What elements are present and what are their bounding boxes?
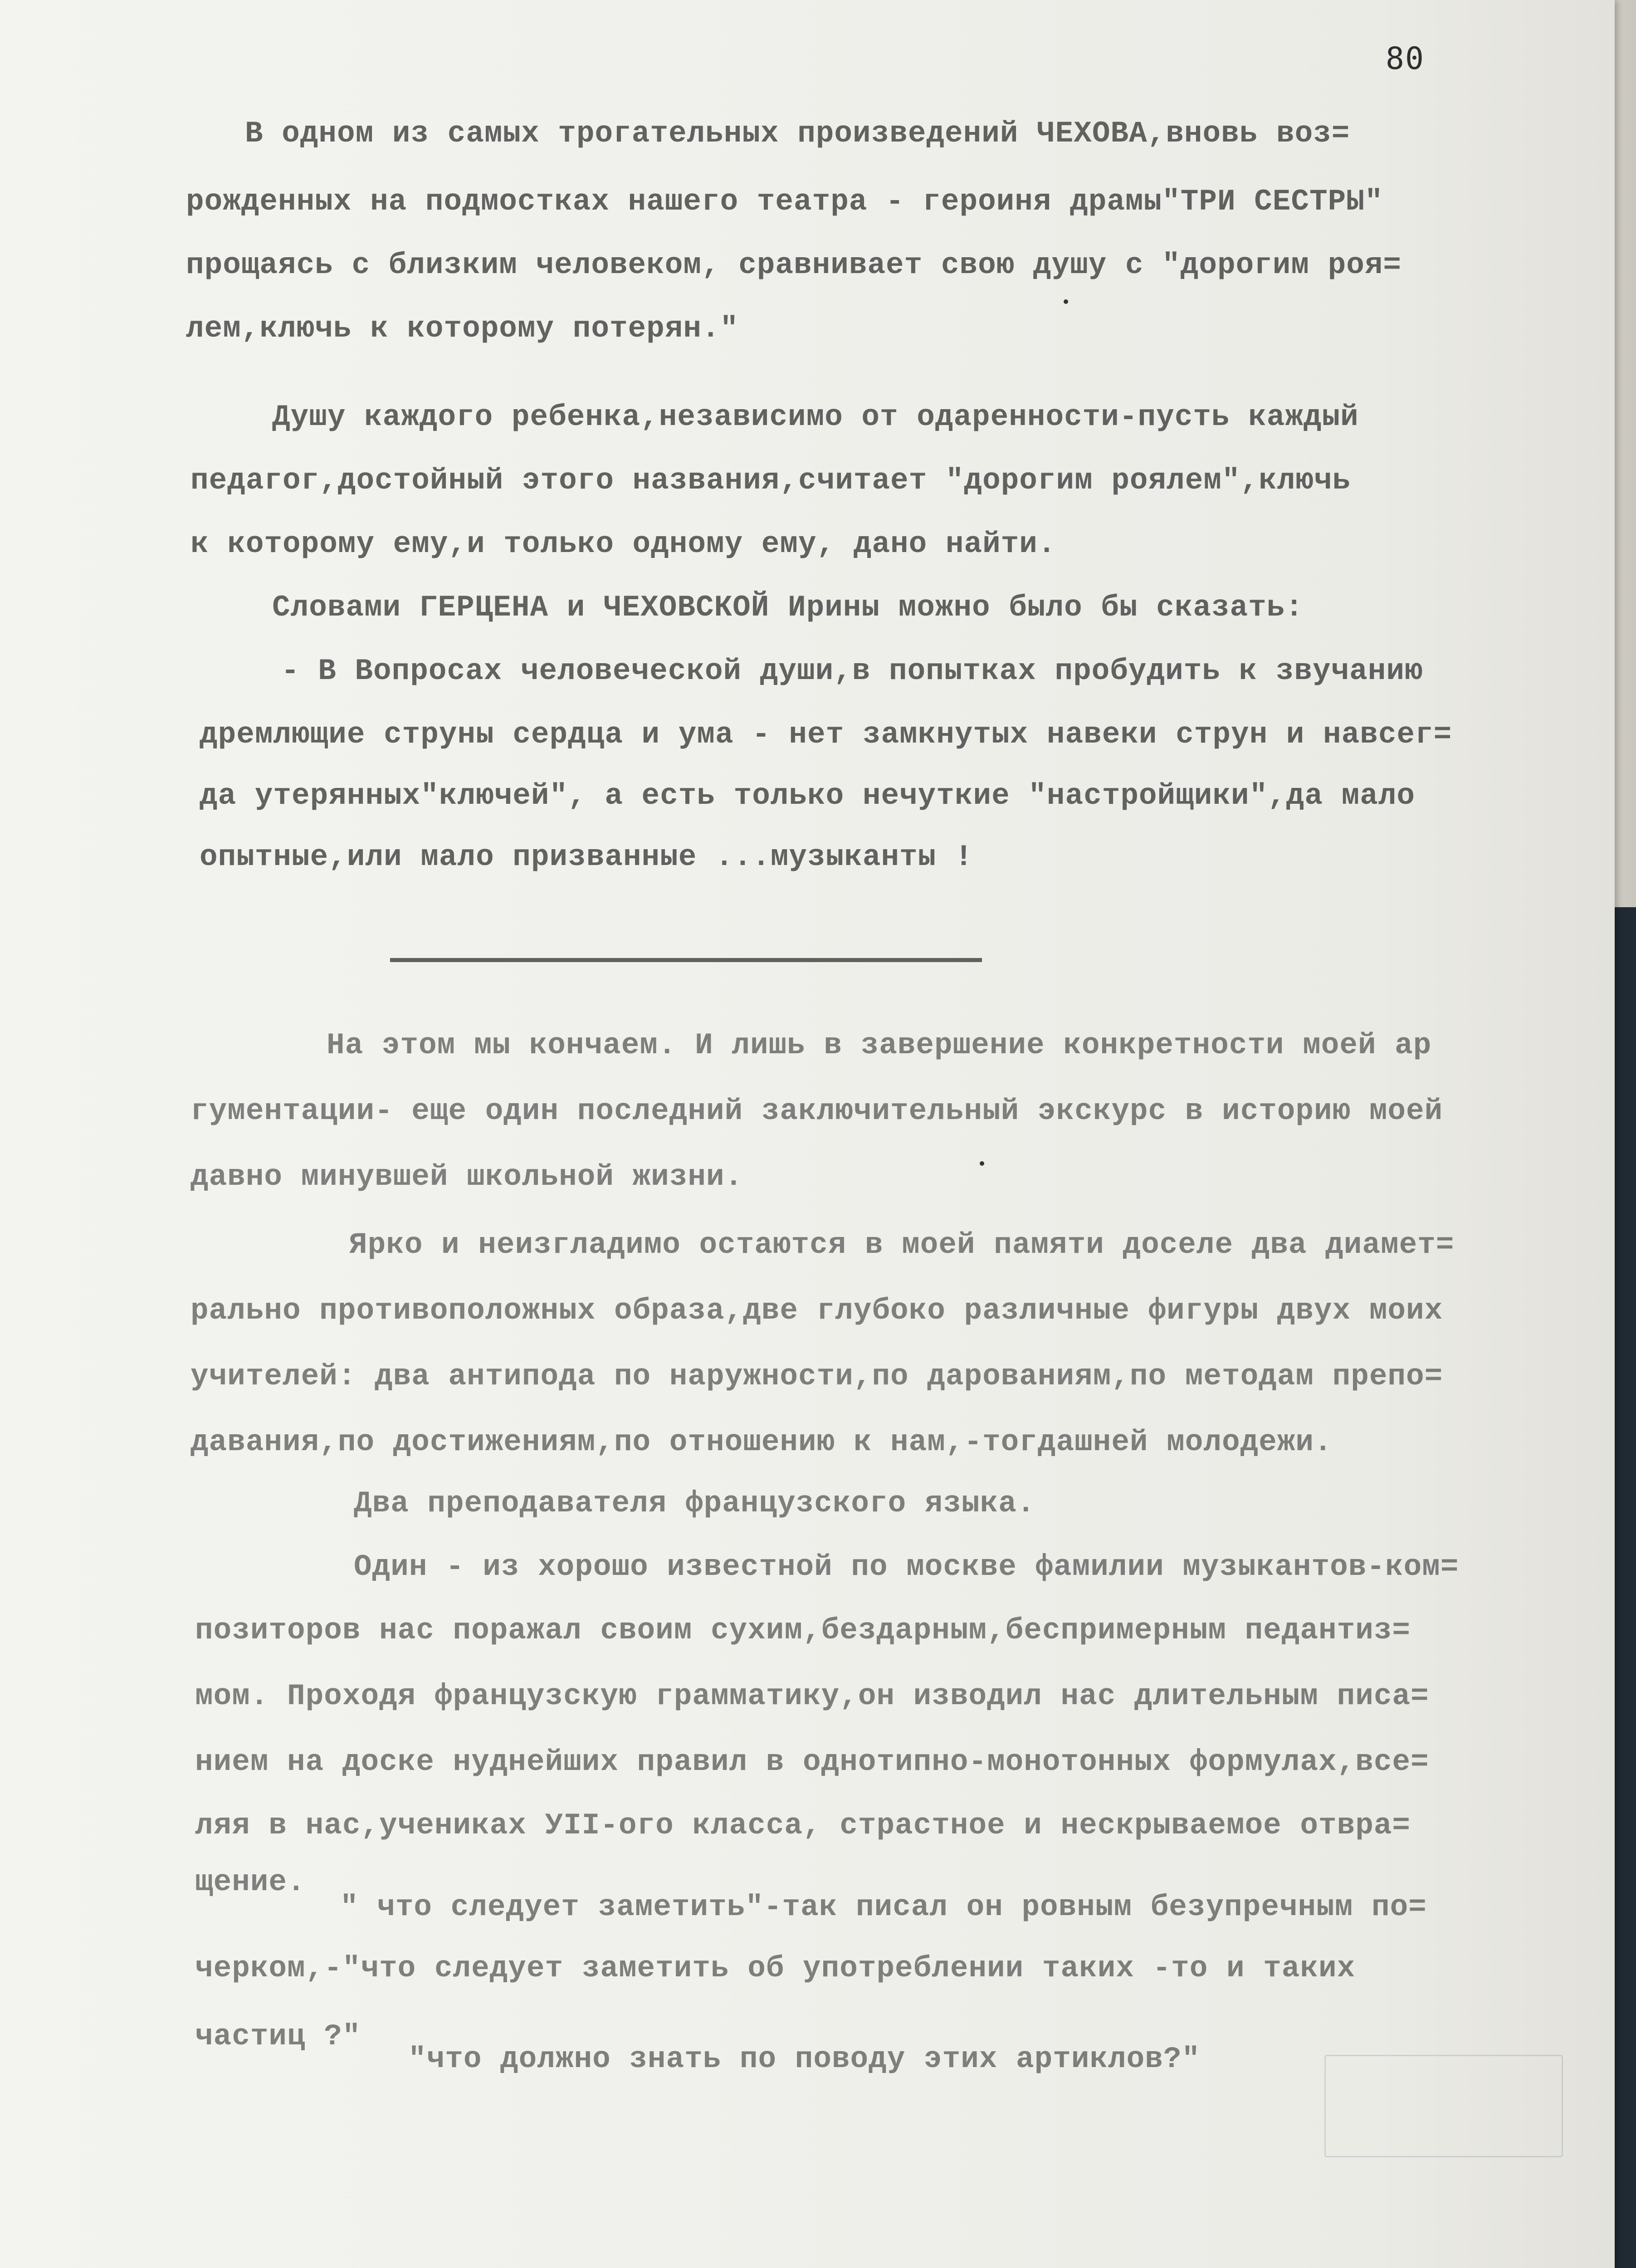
- text-line: черком,-"что следует заметить об употреблении таких -то и таких: [195, 1951, 1356, 1985]
- text-line: опытные,или мало призванные ...музыканты !: [200, 840, 973, 874]
- text-line: частиц ?": [195, 2019, 361, 2053]
- text-line: гументации- еще один последний заключительный экскурс в историю моей: [190, 1094, 1443, 1128]
- text-line: мом. Проходя французскую грамматику,он изводил нас длительным писа=: [195, 1679, 1429, 1713]
- text-line: позиторов нас поражал своим сухим,бездарным,беспримерным педантиз=: [195, 1613, 1411, 1647]
- ink-speck: [1064, 299, 1068, 304]
- text-line: педагог,достойный этого названия,считает "дорогим роялем",ключь: [190, 464, 1351, 498]
- text-line: - В Вопросах человеческой души,в попытках пробудить к звучанию: [281, 654, 1423, 688]
- text-line: давания,по достижениям,по отношению к нам,-тогдашней молодежи.: [190, 1425, 1333, 1459]
- text-line: рально противоположных образа,две глубоко различные фигуры двух моих: [190, 1294, 1443, 1328]
- text-line: учителей: два антипода по наружности,по дарованиям,по методам препо=: [190, 1359, 1443, 1393]
- text-line: Словами ГЕРЦЕНА и ЧЕХОВСКОЙ Ирины можно было бы сказать:: [272, 591, 1304, 625]
- text-line: На этом мы кончаем. И лишь в завершение конкретности моей ар: [327, 1028, 1432, 1062]
- text-line: дремлющие струны сердца и ума - нет замкнутых навеки струн и навсег=: [200, 718, 1452, 752]
- text-line: ляя в нас,учениках УII-ого класса, страстное и нескрываемое отвра=: [195, 1809, 1411, 1843]
- section-divider: [390, 958, 982, 962]
- text-line: Один - из хорошо известной по москве фамилии музыкантов-ком=: [354, 1550, 1459, 1584]
- text-line: прощаясь с близким человеком, сравнивает свою душу с "дорогим роя=: [186, 248, 1402, 282]
- text-line: нием на доске нуднейших правил в однотипно-монотонных формулах,все=: [195, 1745, 1429, 1779]
- text-line: лем,ключь к которому потерян.": [186, 312, 739, 346]
- text-line: щение.: [195, 1865, 306, 1899]
- text-line: давно минувшей школьной жизни.: [190, 1160, 743, 1194]
- text-line: к которому ему,и только одному ему, дано найти.: [190, 527, 1056, 561]
- page-number: 80: [1386, 41, 1425, 77]
- text-line: Душу каждого ребенка,независимо от одаренности-пусть каждый: [272, 400, 1359, 434]
- faded-archive-stamp: [1324, 2055, 1563, 2157]
- text-line: Ярко и неизгладимо остаются в моей памяти доселе два диамет=: [349, 1228, 1455, 1262]
- text-line: да утерянных"ключей", а есть только нечуткие "настройщики",да мало: [200, 779, 1416, 813]
- text-line: Два преподавателя французского языка.: [354, 1486, 1035, 1520]
- text-line: "что должно знать по поводу этих артиклов?": [408, 2042, 1201, 2076]
- folder-edge: [1615, 907, 1636, 2268]
- ink-speck: [980, 1161, 984, 1166]
- text-line: " что следует заметить"-так писал он ровным безупречным по=: [340, 1890, 1427, 1924]
- text-line: рожденных на подмостках нашего театра - героиня драмы"ТРИ СЕСТРЫ": [186, 185, 1383, 219]
- text-line: В одном из самых трогательных произведений ЧЕХОВА,вновь воз=: [245, 117, 1350, 151]
